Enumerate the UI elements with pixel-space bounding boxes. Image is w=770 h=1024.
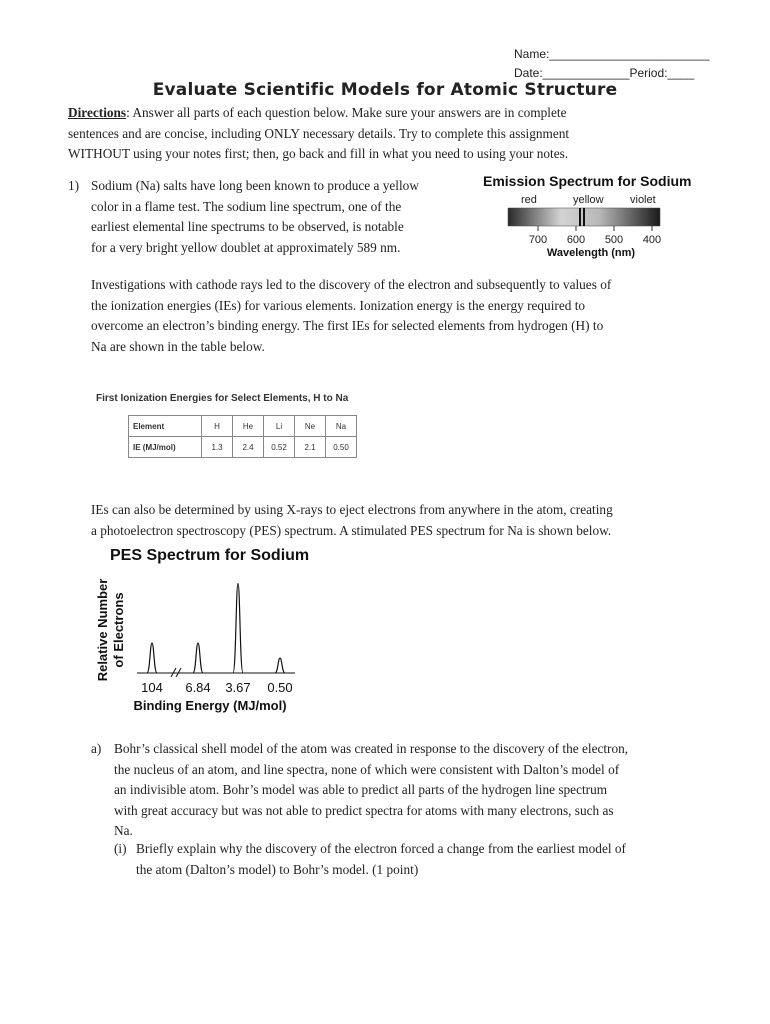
part-a-line: Na. [114, 823, 133, 838]
sodium-line-1 [579, 208, 581, 226]
pes-peak-1 [193, 643, 203, 673]
pes-peaks-group [147, 583, 285, 673]
pes-tick-label: 6.84 [185, 680, 211, 695]
sodium-line-2 [583, 208, 585, 226]
wavelength-axis-label: Wavelength (nm) [546, 247, 636, 259]
directions-line-3: WITHOUT using your notes first; then, go back and fill in what you need to using your notes. [68, 146, 569, 161]
ie-table-wrapper [128, 415, 357, 458]
table-cell: Ne [295, 416, 326, 437]
directions-block [68, 103, 718, 165]
ie-table-title: First Ionization Energies for Select Elements, H to Na [96, 393, 349, 404]
y-axis-label-line-2: of Electrons [111, 592, 126, 668]
pes-peak-3 [275, 658, 285, 673]
sub-i-line: the atom (Dalton’s model) to Bohr’s model. (1 point) [136, 861, 419, 877]
table-cell: 0.52 [264, 437, 295, 458]
sub-i-text [136, 839, 726, 880]
question-1-line: Sodium (Na) salts have long been known to produce a yellow [91, 178, 419, 193]
table-row-header: IE (MJ/mol) [129, 437, 202, 458]
question-1-line: for a very bright yellow doublet at approximately 589 nm. [91, 239, 401, 255]
tick-label-400: 400 [642, 234, 662, 246]
tick-label-500: 500 [604, 234, 624, 246]
question-1-line: earliest elemental line spectrums to be observed, is notable [91, 219, 404, 234]
directions-line-1: : Answer all parts of each question below. Make sure your answers are in complete [126, 105, 567, 120]
pes-tick-label: 0.50 [267, 680, 293, 695]
table-cell: H [202, 416, 233, 437]
ie-paragraph-line: overcome an electron’s binding energy. The first IEs for selected elements from hydrogen (H) to [91, 318, 604, 333]
spectrum-label-yellow: yellow [573, 194, 604, 206]
question-1-text [91, 176, 476, 258]
directions-label: Directions [68, 105, 127, 120]
question-1-line: color in a flame test. The sodium line spectrum, one of the [91, 198, 402, 214]
date-period-field-label: Date:_____________Period:____ [514, 66, 695, 80]
ie-table [128, 415, 357, 458]
table-cell: Na [326, 416, 357, 437]
name-field-label: Name:________________________ [514, 47, 710, 61]
part-a-line: with great accuracy but was not able to predict spectra for atoms with many electrons, such as [114, 802, 614, 818]
pes-tick-label: 104 [141, 680, 163, 695]
part-a-text [114, 739, 724, 842]
tick-label-600: 600 [566, 234, 586, 246]
ie-paragraph-line: the ionization energies (IEs) for various elements. Ionization energy is the energy required to [91, 297, 586, 313]
y-axis-label-line-1: Relative Number [95, 578, 110, 682]
pes-paragraph-line: IEs can also be determined by using X-rays to eject electrons from anywhere in the atom, creating [91, 502, 613, 517]
ie-paragraph [91, 275, 731, 357]
question-1-number: 1) [68, 178, 80, 193]
table-row-header: Element [129, 416, 202, 437]
pes-paragraph-line: a photoelectron spectroscopy (PES) spectrum. A stimulated PES spectrum for Na is shown below. [91, 522, 612, 538]
emission-spectrum-svg [478, 170, 708, 260]
emission-spectrum-figure [478, 170, 708, 260]
pes-peak-2 [233, 583, 243, 673]
part-a-line: Bohr’s classical shell model of the atom was created in response to the discovery of the electron, [114, 741, 629, 756]
table-cell: Li [264, 416, 295, 437]
directions-line-2: sentences and are concise, including ONLY necessary details. Try to complete this assignment [68, 125, 570, 141]
spectrum-label-red: red [521, 194, 537, 206]
pes-paragraph [91, 500, 731, 541]
sub-i-label: (i) [114, 841, 127, 856]
spectrum-label-violet: violet [630, 194, 656, 206]
page-title: Evaluate Scientific Models for Atomic Structure [152, 80, 618, 100]
pes-chart [90, 540, 330, 720]
table-cell: 2.1 [295, 437, 326, 458]
tick-label-700: 700 [528, 234, 548, 246]
pes-peak-0 [147, 643, 157, 673]
table-cell: He [233, 416, 264, 437]
ie-table-row-values [129, 437, 357, 458]
ie-paragraph-line: Na are shown in the table below. [91, 338, 265, 354]
pes-chart-svg [90, 540, 330, 720]
pes-tick-labels-group [141, 680, 293, 695]
y-axis-label-group [95, 579, 126, 682]
table-cell: 2.4 [233, 437, 264, 458]
sub-i-line: Briefly explain why the discovery of the electron forced a change from the earliest model of [136, 841, 626, 856]
table-cell: 0.50 [326, 437, 357, 458]
pes-tick-label: 3.67 [225, 680, 251, 695]
part-a-line: an indivisible atom. Bohr’s model was able to predict all parts of the hydrogen line spectrum [114, 782, 608, 797]
table-cell: 1.3 [202, 437, 233, 458]
part-a-line: the nucleus of an atom, and line spectra, none of which were consistent with Dalton’s model of [114, 761, 620, 777]
chart-title: PES Spectrum for Sodium [110, 547, 310, 564]
emission-spectrum-title: Emission Spectrum for Sodium [483, 173, 692, 189]
part-a-label: a) [91, 741, 102, 756]
ie-table-row-elements [129, 416, 357, 437]
x-axis-label: Binding Energy (MJ/mol) [133, 698, 287, 713]
ie-paragraph-line: Investigations with cathode rays led to the discovery of the electron and subsequently to values of [91, 277, 612, 292]
